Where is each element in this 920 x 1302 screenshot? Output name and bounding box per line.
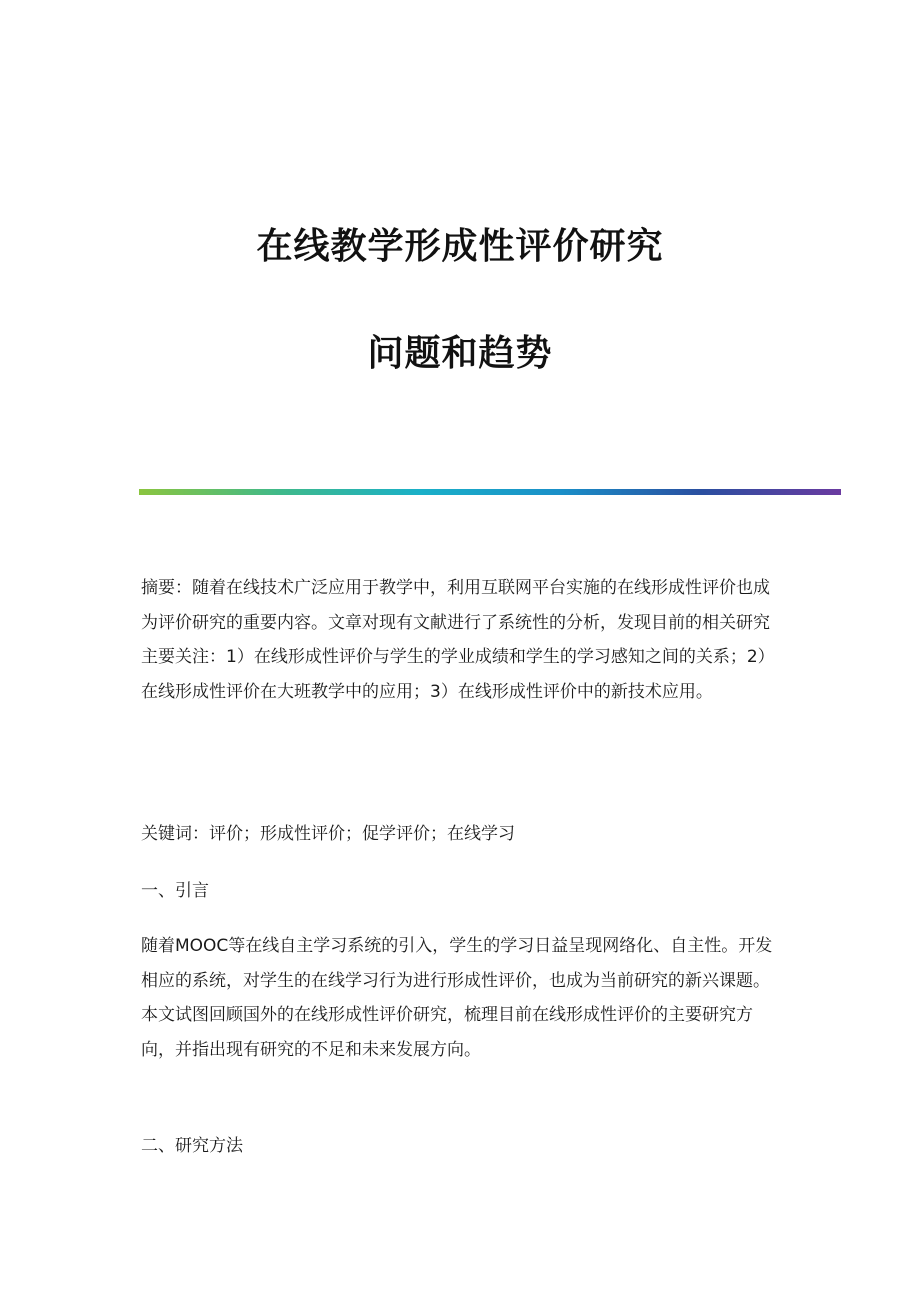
keywords-text: 关键词：评价；形成性评价；促学评价；在线学习 xyxy=(141,824,515,844)
section-heading-method xyxy=(141,1129,781,1164)
keywords-line xyxy=(141,817,781,852)
document-title-line-2: 问题和趋势 xyxy=(367,332,553,374)
section2-heading-text: 二、研究方法 xyxy=(141,1136,243,1156)
intro-text: 随着MOOC等在线自主学习系统的引入，学生的学习日益呈现网络化、自主性。开发相应的系统，对学生的在线学习行为进行形成性评价，也成为当前研究的新兴课题。本文试图回顾国外的在线形成性评价研究，梳理目前在线形成性评价的主要研究方向，并指出现有研究的不足和未来发展方向。 xyxy=(141,936,773,1060)
section-heading-introduction xyxy=(141,874,781,909)
document-title-line-1: 在线教学形成性评价研究 xyxy=(256,225,664,267)
introduction-paragraph xyxy=(141,929,781,1067)
section1-heading-text: 一、引言 xyxy=(141,881,209,901)
abstract-text: 摘要：随着在线技术广泛应用于教学中，利用互联网平台实施的在线形成性评价也成为评价研究的重要内容。文章对现有文献进行了系统性的分析，发现目前的相关研究主要关注：1）在线形成性评价与学生的学业成绩和学生的学习感知之间的关系；2）在线形成性评价在大班教学中的应用；3）在线形成性评价中的新技术应用。 xyxy=(141,578,775,702)
gradient-divider xyxy=(139,489,841,495)
abstract-paragraph xyxy=(141,571,781,709)
